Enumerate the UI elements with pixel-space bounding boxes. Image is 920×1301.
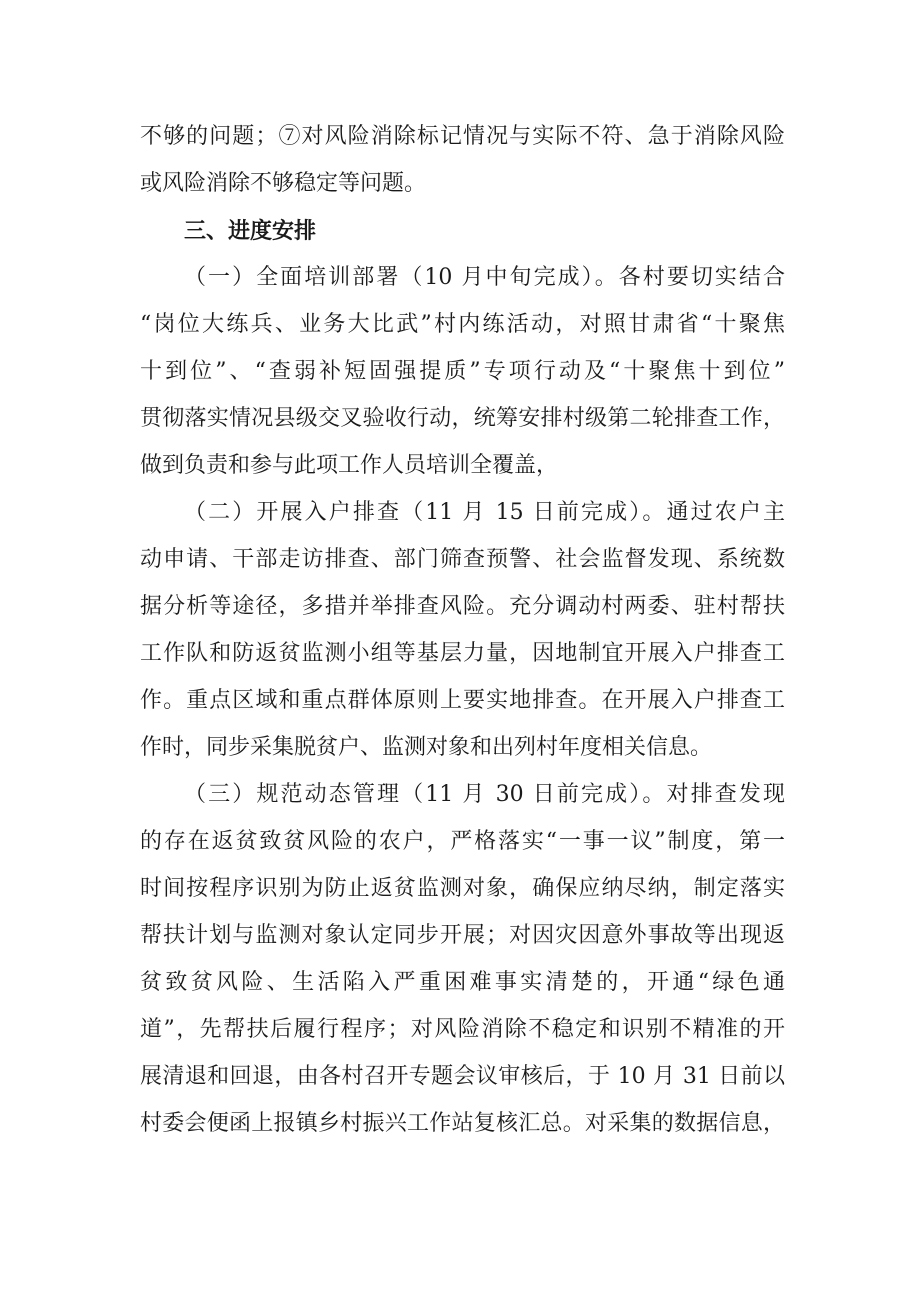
paragraph-first-line: （三）规范动态管理（11 月 30 日前完成）。对排查发现 — [184, 782, 785, 807]
text-line: 道”，先帮扶后履行程序；对风险消除不稳定和识别不精准的开 — [140, 1017, 785, 1042]
paragraph-first-line: （一）全面培训部署（10 月中旬完成）。各村要切实结合 — [184, 265, 785, 290]
text-line: “岗位大练兵、业务大比武”村内练活动，对照甘肃省“十聚焦 — [140, 312, 785, 337]
text-line: 展清退和回退，由各村召开专题会议审核后，于 10 月 31 日前以 — [140, 1064, 785, 1089]
document-body — [140, 118, 785, 1143]
text-line: 贫致贫风险、生活陷入严重困难事实清楚的，开通“绿色通 — [140, 970, 785, 995]
text-line: 作时，同步采集脱贫户、监测对象和出列村年度相关信息。 — [140, 735, 713, 760]
text-line: 贯彻落实情况县级交叉验收行动，统筹安排村级第二轮排查工作， — [140, 406, 785, 431]
text-line: 做到负责和参与此项工作人员培训全覆盖， — [140, 453, 559, 478]
text-line: 十到位”、“查弱补短固强提质”专项行动及“十聚焦十到位” — [140, 359, 785, 384]
text-line: 或风险消除不够稳定等问题。 — [140, 171, 427, 196]
text-line: 动申请、干部走访排查、部门筛查预警、社会监督发现、系统数 — [140, 547, 785, 572]
text-line: 村委会便函上报镇乡村振兴工作站复核汇总。对采集的数据信息， — [140, 1111, 785, 1136]
text-line: 不够的问题；⑦对风险消除标记情况与实际不符、急于消除风险 — [140, 124, 785, 149]
text-line: 时间按程序识别为防止返贫监测对象，确保应纳尽纳，制定落实 — [140, 876, 785, 901]
text-line: 据分析等途径，多措并举排查风险。充分调动村两委、驻村帮扶 — [140, 594, 785, 619]
text-line: 帮扶计划与监测对象认定同步开展；对因灾因意外事故等出现返 — [140, 923, 785, 948]
section-heading: 三、进度安排 — [184, 218, 317, 244]
paragraph-first-line: （二）开展入户排查（11 月 15 日前完成）。通过农户主 — [184, 500, 785, 525]
text-line: 的存在返贫致贫风险的农户，严格落实“一事一议”制度，第一 — [140, 829, 785, 854]
text-line: 作。重点区域和重点群体原则上要实地排查。在开展入户排查工 — [140, 688, 785, 713]
text-line: 工作队和防返贫监测小组等基层力量，因地制宜开展入户排查工 — [140, 641, 785, 666]
